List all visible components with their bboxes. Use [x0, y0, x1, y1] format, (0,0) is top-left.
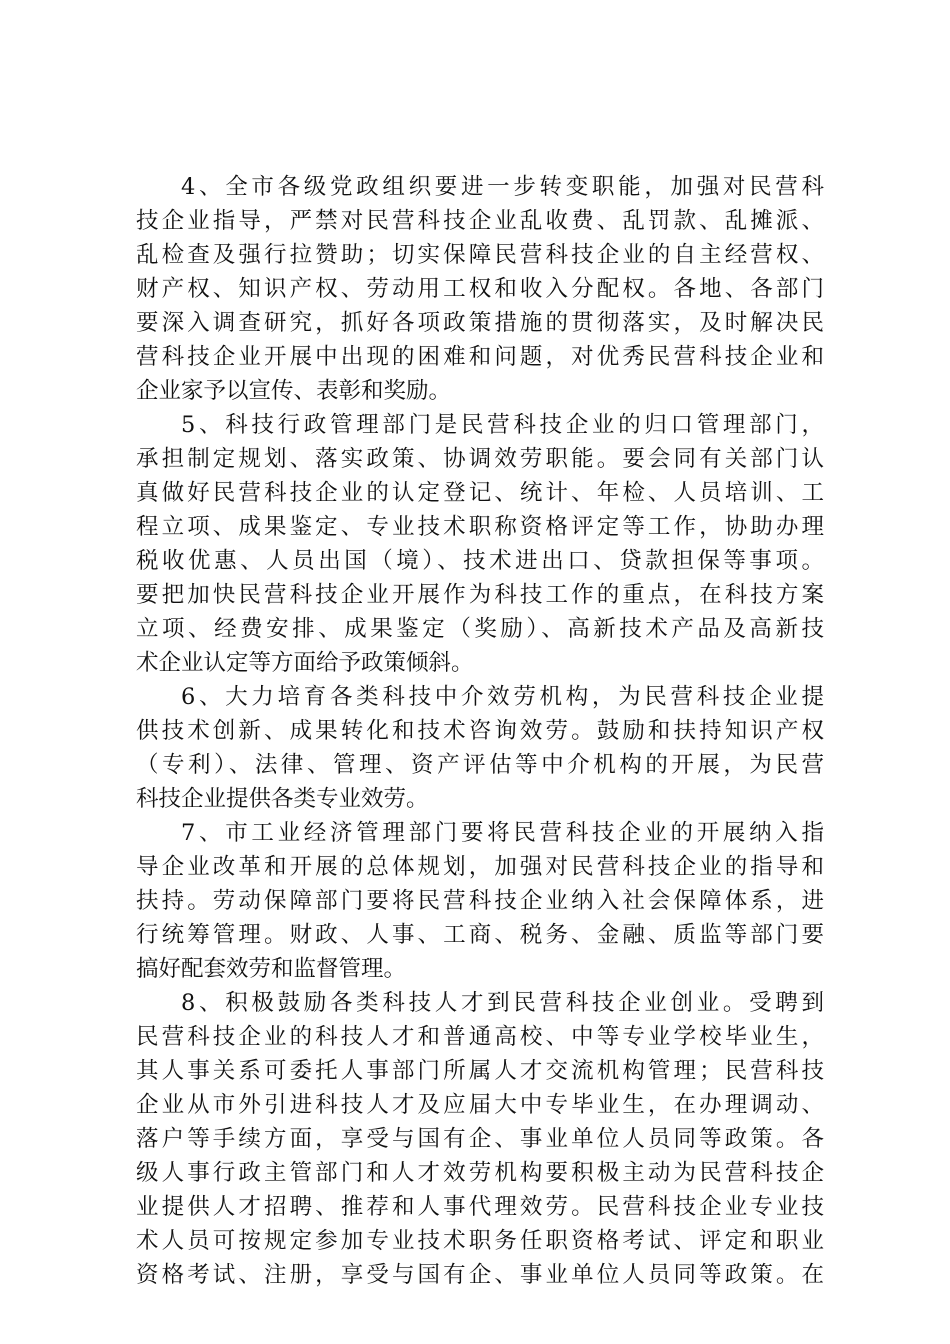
text-line: 程立项、成果鉴定、专业技术职称资格评定等工作，协助办理	[136, 514, 824, 540]
text-line: 营科技企业开展中出现的困难和问题，对优秀民营科技企业和	[136, 344, 824, 370]
text-line: 真做好民营科技企业的认定登记、统计、年检、人员培训、工	[136, 480, 824, 506]
text-line: 乱检查及强行拉赞助；切实保障民营科技企业的自主经营权、	[136, 242, 824, 268]
text-line: 立项、经费安排、成果鉴定（奖励）、高新技术产品及高新技	[136, 616, 824, 642]
text-line: 其人事关系可委托人事部门所属人才交流机构管理；民营科技	[136, 1058, 824, 1084]
text-line: 要深入调查研究，抓好各项政策措施的贯彻落实，及时解决民	[136, 310, 824, 336]
text-line: 企业家予以宣传、表彰和奖励。	[136, 378, 452, 404]
text-line: 财产权、知识产权、劳动用工权和收入分配权。各地、各部门	[136, 276, 824, 302]
paragraph-first-line: 8、积极鼓励各类科技人才到民营科技企业创业。受聘到	[181, 990, 824, 1016]
text-line: 导企业改革和开展的总体规划，加强对民营科技企业的指导和	[136, 854, 824, 880]
text-line: 业提供人才招聘、推荐和人事代理效劳。民营科技企业专业技	[136, 1194, 824, 1220]
text-line: （专利）、法律、管理、资产评估等中介机构的开展，为民营	[136, 752, 824, 778]
text-line: 科技企业提供各类专业效劳。	[136, 786, 429, 812]
text-line: 要把加快民营科技企业开展作为科技工作的重点，在科技方案	[136, 582, 824, 608]
text-line: 供技术创新、成果转化和技术咨询效劳。鼓励和扶持知识产权	[136, 718, 824, 744]
text-line: 术人员可按规定参加专业技术职务任职资格考试、评定和职业	[136, 1228, 824, 1254]
text-line: 扶持。劳动保障部门要将民营科技企业纳入社会保障体系，进	[136, 888, 824, 914]
text-column	[136, 170, 824, 1292]
paragraph-first-line: 6、大力培育各类科技中介效劳机构，为民营科技企业提	[181, 684, 824, 710]
text-line: 搞好配套效劳和监督管理。	[136, 956, 407, 982]
paragraph-first-line: 7、市工业经济管理部门要将民营科技企业的开展纳入指	[181, 820, 824, 846]
text-line: 落户等手续方面，享受与国有企、事业单位人员同等政策。各	[136, 1126, 824, 1152]
text-line: 承担制定规划、落实政策、协调效劳职能。要会同有关部门认	[136, 446, 824, 472]
text-line: 民营科技企业的科技人才和普通高校、中等专业学校毕业生，	[136, 1024, 824, 1050]
paragraph-first-line: 5、科技行政管理部门是民营科技企业的归口管理部门，	[181, 412, 824, 438]
text-line: 术企业认定等方面给予政策倾斜。	[136, 650, 474, 676]
text-line: 资格考试、注册，享受与国有企、事业单位人员同等政策。在	[136, 1262, 824, 1288]
text-line: 级人事行政主管部门和人才效劳机构要积极主动为民营科技企	[136, 1160, 824, 1186]
text-line: 企业从市外引进科技人才及应届大中专毕业生，在办理调动、	[136, 1092, 824, 1118]
text-line: 技企业指导，严禁对民营科技企业乱收费、乱罚款、乱摊派、	[136, 208, 824, 234]
text-line: 行统筹管理。财政、人事、工商、税务、金融、质监等部门要	[136, 922, 824, 948]
text-line: 税收优惠、人员出国（境）、技术进出口、贷款担保等事项。	[136, 548, 824, 574]
paragraph-first-line: 4、全市各级党政组织要进一步转变职能，加强对民营科	[181, 174, 824, 200]
document-body	[136, 170, 824, 1292]
